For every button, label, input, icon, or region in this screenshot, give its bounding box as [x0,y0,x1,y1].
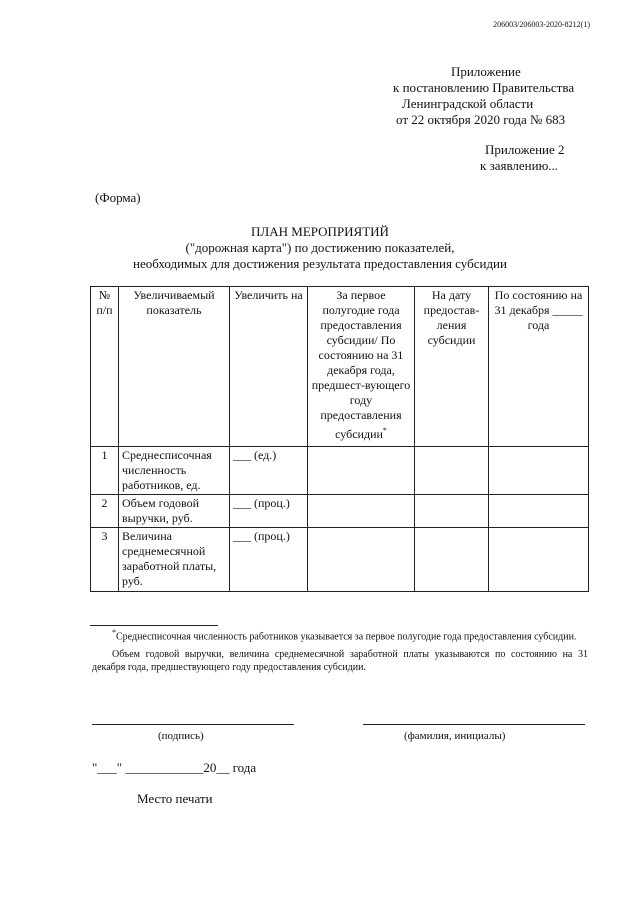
row-first-half-cell[interactable] [308,447,415,495]
footnote-paragraph [92,626,588,643]
title-line: ПЛАН МЕРОПРИЯТИЙ [251,224,389,239]
title-line: ("дорожная карта") по достижению показателей, [185,240,455,255]
row-number: 2 [91,495,119,528]
page-title [0,224,640,272]
table-header-row [91,287,589,447]
approval-line: Ленинградской области [402,96,534,111]
row-as-of-cell[interactable] [489,447,589,495]
stamp-place: Место печати [137,791,213,806]
table-row [91,495,589,528]
date-field[interactable]: "___" ____________20__ года [92,760,257,775]
signature-line[interactable] [92,724,294,725]
footnote-paragraph: Объем годовой выручки, величина среднемесячной заработной платы указываются по состоянию на 31 декабря года, предшествующего году предоставления субсидии. [92,649,588,674]
table-row [91,447,589,495]
row-indicator: Величина среднемесячной заработной платы, руб. [119,528,230,592]
approval-block [393,64,574,128]
title-line: необходимых для достижения результата предоставления субсидии [133,256,507,271]
row-number: 1 [91,447,119,495]
header-cell: Увеличиваемый показатель [119,287,230,447]
name-caption: (фамилия, инициалы) [404,730,506,742]
row-on-date-cell[interactable] [415,528,489,592]
approval-line: к постановлению Правительства [393,80,575,95]
appendix-line: Приложение 2 [485,142,565,157]
footnote-text: Среднесписочная численность работников указывается за первое полугодие года предоставления субсидии. [116,631,577,643]
name-line[interactable] [363,724,585,725]
appendix-block [480,142,565,174]
row-indicator: Объем годовой выручки, руб. [119,495,230,528]
row-first-half-cell[interactable] [308,528,415,592]
footnote-marker: * [112,628,116,637]
footnote-block [92,626,588,674]
header-cell: Увеличить на [230,287,308,447]
header-cell-text: За первое полугодие года предоставления субсидии/ По состоянию на 31 декабря года, предшест-вующего году предоставления субсидии [311,288,411,441]
header-cell: На дату предостав-ления субсидии [415,287,489,447]
row-first-half-cell[interactable] [308,495,415,528]
row-on-date-cell[interactable] [415,447,489,495]
row-increase: ___ (проц.) [230,495,308,528]
row-increase: ___ (ед.) [230,447,308,495]
signature-caption: (подпись) [158,730,204,742]
form-label: (Форма) [95,190,141,205]
header-cell: По состоянию на 31 декабря _____ года [489,287,589,447]
row-as-of-cell[interactable] [489,495,589,528]
row-number: 3 [91,528,119,592]
document-code: 206003/206003-2020-8212(1) [493,20,590,29]
approval-line: от 22 октября 2020 года № 683 [396,112,566,127]
row-as-of-cell[interactable] [489,528,589,592]
header-cell: № п/п [91,287,119,447]
row-increase: ___ (проц.) [230,528,308,592]
row-on-date-cell[interactable] [415,495,489,528]
footnote-marker: * [382,426,387,435]
row-indicator: Среднесписочная численность работников, ед. [119,447,230,495]
table-row [91,528,589,592]
header-cell [308,287,415,447]
approval-line: Приложение [451,64,521,79]
plan-table [90,286,589,592]
appendix-line: к заявлению... [480,158,559,173]
